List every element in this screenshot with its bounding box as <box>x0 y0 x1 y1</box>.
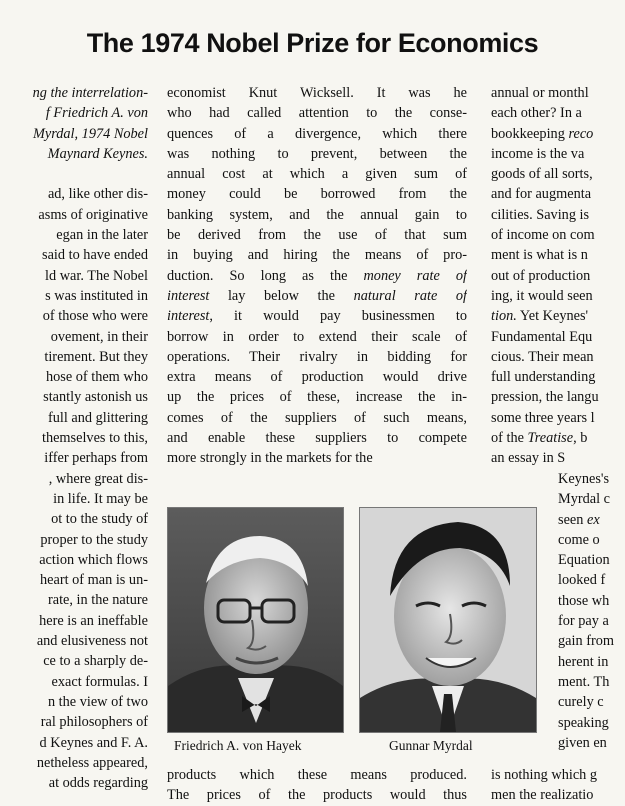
text-line: Myrdal c <box>558 491 611 508</box>
text-line: , where great dis- <box>48 470 148 487</box>
text-line: come o <box>558 531 600 548</box>
text-line: action which flows <box>39 551 148 568</box>
text-line: netheless appeared, <box>36 754 148 771</box>
text-line: and enable these suppliers to compete <box>167 430 467 447</box>
text-line: of income on com <box>491 227 595 244</box>
middle-text-column <box>167 83 467 469</box>
text-line: and for augmenta <box>491 186 592 203</box>
text-line: here is an ineffable <box>39 612 148 629</box>
text-line: gain from <box>558 633 614 650</box>
text-line: s was instituted in <box>45 287 148 304</box>
hayek-portrait <box>168 508 343 732</box>
italic-phrase: money rate of <box>363 267 467 284</box>
text-line: seen ex <box>558 511 600 528</box>
text-line: stantly astonish us <box>43 389 148 406</box>
text-line: iffer perhaps from <box>44 450 148 467</box>
text-line: products which these means produced. <box>167 767 467 783</box>
text-line: cious. Their mean <box>491 348 594 365</box>
text-line: interest, it would pay businessmen to <box>167 308 467 325</box>
text-line: some three years l <box>491 409 595 426</box>
text-line: duction. So long as the money rate of <box>167 267 467 284</box>
right-text-column <box>491 83 625 469</box>
hayek-photo <box>167 507 344 733</box>
text-line: men the realizatio <box>491 787 594 804</box>
text-line: borrow in order to extend their scale of <box>167 328 467 345</box>
text-line: Maynard Keynes. <box>47 145 148 162</box>
text-line: ing, it would seen <box>491 287 593 304</box>
text-line: each other? In a <box>491 105 582 122</box>
text-line: proper to the study <box>40 531 148 548</box>
text-line: an essay in S <box>491 450 566 467</box>
text-line: income is the va <box>491 145 585 162</box>
text-line: ment. Th <box>558 673 610 690</box>
text-line: speaking <box>558 714 609 731</box>
text-line: ld war. The Nobel <box>45 267 148 284</box>
text-line: exact formulas. I <box>51 673 148 690</box>
text-line: annual or monthl <box>491 85 589 101</box>
text-line: bookkeeping reco <box>491 125 594 142</box>
text-line: at odds regarding <box>48 775 148 792</box>
text-line: and elusiveness not <box>36 633 148 650</box>
text-line: Myrdal, 1974 Nobel <box>32 125 148 142</box>
text-line: in buying and hiring the means of pro- <box>167 247 467 264</box>
italic-phrase: interest <box>167 308 210 325</box>
text-line: comes of the suppliers of such means, <box>167 409 467 426</box>
text-line: up the prices of these, increase the in- <box>167 389 467 406</box>
text-line: more strongly in the markets for the <box>167 450 373 467</box>
text-line: said to have ended <box>42 247 148 264</box>
text-line: of the Treatise, b <box>491 430 588 447</box>
text-line: tirement. But they <box>44 348 148 365</box>
text-line: d Keynes and F. A. <box>39 734 148 751</box>
text-line: economist Knut Wicksell. It was he <box>167 85 467 101</box>
italic-phrase: natural rate of <box>353 287 467 304</box>
right-lower-text-column <box>558 469 625 753</box>
text-line: Equation <box>558 552 610 569</box>
text-line: hose of them who <box>45 369 148 386</box>
text-line: money could be borrowed from the <box>167 186 467 203</box>
italic-phrase: tion. <box>491 308 517 325</box>
text-line: asms of originative <box>38 206 148 223</box>
myrdal-photo <box>359 507 537 733</box>
text-line: in life. It may be <box>53 490 148 507</box>
text-line: f Friedrich A. von <box>45 105 148 122</box>
text-line: who had called attention to the conse- <box>167 105 467 122</box>
right-bottom-text <box>491 765 625 806</box>
text-line: herent in <box>558 653 609 670</box>
italic-phrase: interest <box>167 287 210 304</box>
text-line: tion. Yet Keynes' <box>491 308 589 325</box>
text-line: ce to a sharply de- <box>43 653 148 670</box>
text-line: ot to the study of <box>51 511 148 528</box>
middle-bottom-text <box>167 765 467 806</box>
text-line: was nothing to prevent, between the <box>167 145 467 162</box>
text-line: of those who were <box>42 308 148 325</box>
hayek-caption: Friedrich A. von Hayek <box>174 738 302 753</box>
text-line: themselves to this, <box>41 430 148 447</box>
text-line: cilities. Saving is <box>491 206 590 223</box>
text-line: rate, in the nature <box>47 592 148 609</box>
text-line: pression, the langu <box>491 389 599 406</box>
italic-phrase: ex <box>586 511 600 528</box>
text-line: interest lay below the natural rate of <box>167 287 467 304</box>
text-line: ad, like other dis- <box>47 186 148 203</box>
text-line: ment is what is n <box>491 247 588 264</box>
text-line: annual cost at which a given sum of <box>167 166 467 183</box>
myrdal-caption: Gunnar Myrdal <box>389 738 473 753</box>
italic-phrase: reco <box>568 125 594 142</box>
text-line: n the view of two <box>47 693 148 710</box>
text-line: quences of a divergence, which there <box>167 125 467 142</box>
text-line: given en <box>558 734 607 751</box>
text-line: ng the interrelation- <box>32 85 148 101</box>
text-line: egan in the later <box>56 227 148 244</box>
text-line: ovement, in their <box>50 328 148 345</box>
text-line: be derived from the use of that sum <box>167 227 467 244</box>
text-line: full understanding <box>491 369 596 386</box>
text-line: banking system, and the annual gain to <box>167 206 467 223</box>
text-line: curely c <box>558 694 604 711</box>
text-line: those wh <box>558 592 610 609</box>
italic-phrase: Treatise <box>527 430 574 447</box>
article-title: The 1974 Nobel Prize for Economics <box>86 28 539 58</box>
text-line: for pay a <box>558 613 609 630</box>
text-line <box>0 164 148 184</box>
text-line: full and glittering <box>47 409 148 426</box>
text-line: looked f <box>558 572 606 589</box>
myrdal-portrait <box>360 508 536 732</box>
text-line: is nothing which g <box>491 767 598 783</box>
left-text-column <box>0 83 148 793</box>
text-line: ral philosophers of <box>40 714 148 731</box>
text-line: out of production <box>491 267 591 284</box>
text-line: operations. Their rivalry in bidding for <box>167 348 467 365</box>
text-line: The prices of the products would thus <box>167 787 467 804</box>
text-line: goods of all sorts, <box>491 166 593 183</box>
text-line: Fundamental Equ <box>491 328 593 345</box>
text-line: Keynes's <box>558 471 610 487</box>
text-line: extra means of production would drive <box>167 369 467 386</box>
text-line: heart of man is un- <box>40 572 148 589</box>
